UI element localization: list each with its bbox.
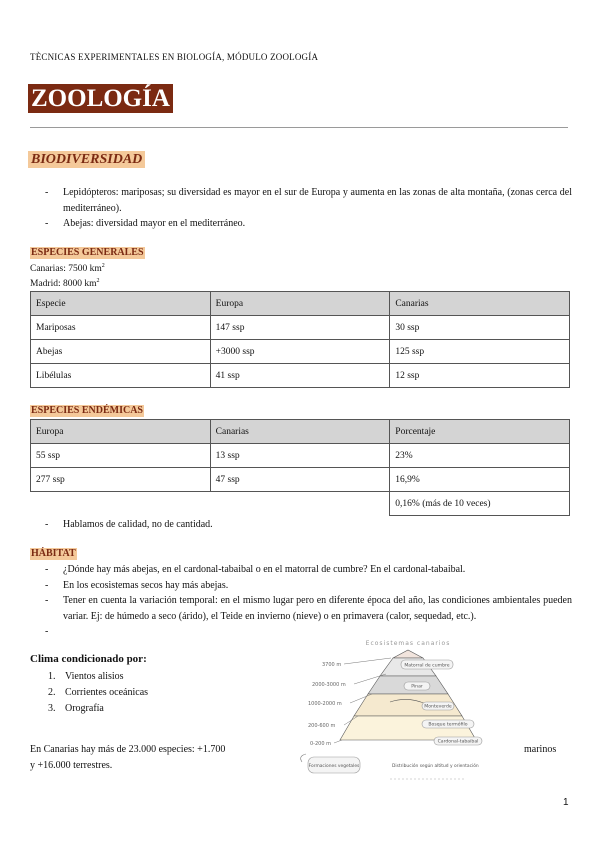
list-item: - Hablamos de calidad, no de cantidad.: [30, 517, 572, 533]
list-item: 3. Orografía: [48, 703, 104, 714]
especies-generales-table: [30, 291, 570, 388]
table-cell: Mariposas: [31, 316, 211, 340]
especies-generales-heading: ESPECIES GENERALES: [31, 247, 144, 258]
habitat-heading: HÁBITAT: [31, 548, 76, 559]
list-item: - Lepidópteros: mariposas; su diversidad es mayor en el sur de Europa y aumenta en las zonas de alta montaña, (zonas cerca del mediterráneo).: [30, 185, 572, 216]
table-header-row: [31, 420, 570, 444]
table-header-row: [31, 292, 570, 316]
calidad-list: [30, 517, 572, 533]
list-item: 2. Corrientes oceánicas: [48, 687, 149, 698]
table-cell: 55 ssp: [31, 444, 211, 468]
table-cell: 125 ssp: [390, 340, 570, 364]
especies-summary: [30, 742, 225, 774]
ecosystems-pyramid-diagram: [298, 636, 518, 796]
ecosystem-label: Pinar: [411, 684, 423, 690]
table-cell: 47 ssp: [210, 468, 390, 492]
table-row: [31, 316, 570, 340]
ecosystem-label: Monteverde: [424, 704, 452, 710]
biodiversidad-heading: BIODIVERSIDAD: [28, 151, 145, 168]
madrid-area: Madrid: 8000 $km^2$: [30, 277, 100, 289]
list-item: - En los ecosistemas secos hay más abejas.: [30, 578, 572, 594]
list-item: - Abejas: diversidad mayor en el mediterráneo.: [30, 216, 572, 232]
table-cell: 147 ssp: [210, 316, 390, 340]
especies-endemicas-heading: ESPECIES ENDÉMICAS: [31, 405, 143, 416]
table-cell: 0,16% (más de 10 veces): [390, 492, 570, 516]
table-cell: 277 ssp: [31, 468, 211, 492]
table-cell: 12 ssp: [390, 364, 570, 388]
page-number: 1: [563, 797, 569, 808]
table-cell: +3000 ssp: [210, 340, 390, 364]
table-cell: 23%: [390, 444, 570, 468]
table-row: [31, 364, 570, 388]
page-title: ZOOLOGÍA: [28, 84, 173, 113]
altitude-label: 0-200 m: [310, 741, 331, 747]
table-row: [31, 444, 570, 468]
altitude-label: 1000-2000 m: [308, 701, 342, 707]
clima-heading: Clima condicionado por:: [30, 653, 147, 665]
diagram-title: Ecosistemas canarios: [365, 640, 451, 647]
table-cell: Libélulas: [31, 364, 211, 388]
table-cell: 16,9%: [390, 468, 570, 492]
list-item: - ¿Dónde hay más abejas, en el cardonal-tabaibal o en el matorral de cumbre? En el cardonal-tabaibal.: [30, 562, 572, 578]
title-divider: [30, 127, 568, 128]
table-row: [31, 492, 570, 516]
ecosystem-label: Bosque termófilo: [428, 722, 468, 728]
table-cell: 30 ssp: [390, 316, 570, 340]
summary-right-word: marinos: [524, 744, 557, 755]
list-item: - Tener en cuenta la variación temporal: en el mismo lugar pero en diferente época del año, las condiciones ambientales pueden variar. Ej: de húmedo a seco (árido), el Teide en invierno (nieve) o en primavera (calor, sequedad, etc.).: [30, 593, 572, 624]
table-row: [31, 468, 570, 492]
table-row: [31, 340, 570, 364]
table-cell: [31, 492, 211, 516]
table-cell: 13 ssp: [210, 444, 390, 468]
table-header-cell: Canarias: [210, 420, 390, 444]
clima-list: [48, 669, 148, 717]
list-item: 1. Vientos alisios: [48, 671, 124, 682]
especies-endemicas-table: [30, 419, 570, 516]
diagram-bottom-right-label: Distribución según altitud y orientación: [392, 764, 479, 769]
altitude-label: 200-600 m: [308, 723, 336, 729]
altitude-label: 2000-3000 m: [312, 682, 346, 688]
table-header-cell: Porcentaje: [390, 420, 570, 444]
canarias-area: Canarias: 7500 $km^2$: [30, 262, 105, 274]
table-header-cell: Europa: [31, 420, 211, 444]
biodiversidad-list: [30, 185, 572, 232]
altitude-label: 3700 m: [322, 662, 342, 668]
table-cell: Abejas: [31, 340, 211, 364]
ecosystem-label: Matorral de cumbre: [404, 663, 450, 669]
ecosystem-label: Cardonal-tabaibal: [437, 739, 479, 745]
table-header-cell: Especie: [31, 292, 211, 316]
document-header: TÈCNICAS EXPERIMENTALES EN BIOLOGÍA, MÓDULO ZOOLOGÍA: [30, 52, 319, 62]
table-cell: 41 ssp: [210, 364, 390, 388]
table-header-cell: Europa: [210, 292, 390, 316]
summary-line-2: y +16.000 terrestres.: [30, 760, 113, 771]
diagram-bottom-left-label: Formaciones vegetales: [308, 764, 360, 769]
table-header-cell: Canarias: [390, 292, 570, 316]
table-cell: [210, 492, 390, 516]
habitat-list: [30, 562, 572, 624]
summary-line-1: En Canarias hay más de 23.000 especies: +1.700: [30, 744, 226, 755]
